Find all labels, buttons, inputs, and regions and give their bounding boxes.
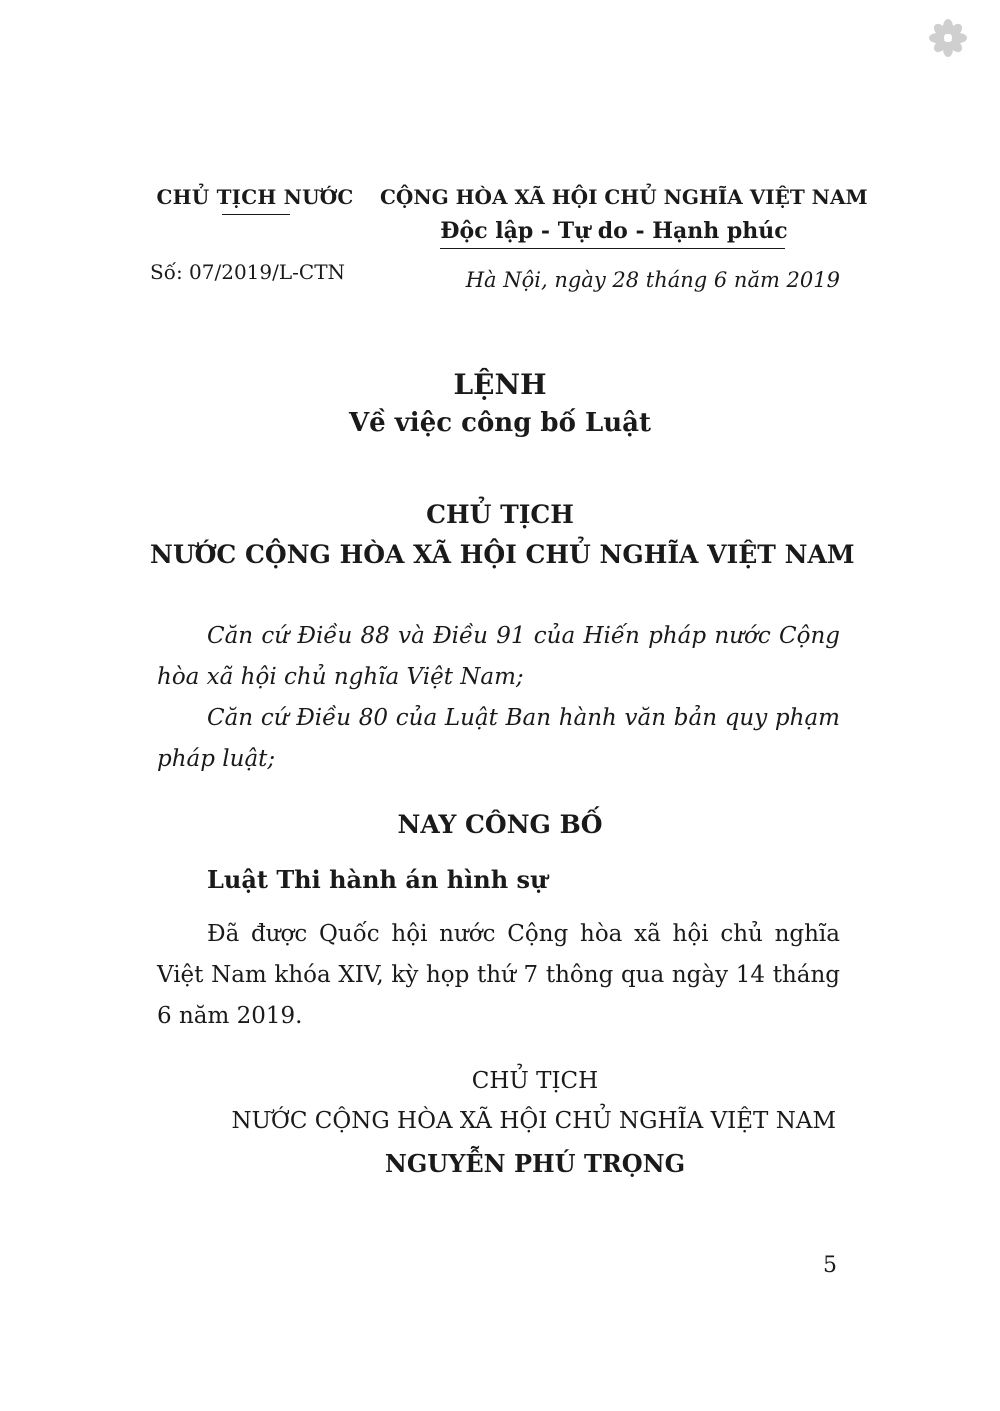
issuer-underline [222,214,290,215]
proclamation-heading: NAY CÔNG BỐ [397,810,603,839]
page-number: 5 [823,1253,837,1278]
legal-basis-paragraph: Căn cứ Điều 80 của Luật Ban hành văn bản quy phạm pháp luật; [157,705,840,772]
national-motto: Độc lập - Tự do - Hạnh phúc [440,218,788,244]
document-title: LỆNH [453,368,547,401]
authority-organization: NƯỚC CỘNG HÒA XÃ HỘI CHỦ NGHĨA VIỆT NAM [150,540,855,569]
document-subtitle: Về việc công bố Luật [348,408,652,438]
signatory-title: CHỦ TỊCH [471,1068,599,1094]
flower-icon [928,18,968,58]
motto-underline [440,248,785,249]
place-and-date: Hà Nội, ngày 28 tháng 6 năm 2019 [465,268,840,292]
signatory-name: NGUYỄN PHÚ TRỌNG [384,1149,686,1178]
law-name: Luật Thi hành án hình sự [207,865,548,894]
issuer-label: CHỦ TỊCH NƯỚC [156,185,354,209]
legal-basis-paragraph: Căn cứ Điều 88 và Điều 91 của Hiến pháp nước Cộng hòa xã hội chủ nghĩa Việt Nam; [157,623,840,690]
approval-paragraph: Đã được Quốc hội nước Cộng hòa xã hội chủ nghĩa Việt Nam khóa XIV, kỳ họp thứ 7 thông qua ngày 14 tháng 6 năm 2019. [157,921,840,1029]
authority-title: CHỦ TỊCH [426,500,574,529]
signatory-organization: NƯỚC CỘNG HÒA XÃ HỘI CHỦ NGHĨA VIỆT NAM [231,1108,836,1134]
nation-name: CỘNG HÒA XÃ HỘI CHỦ NGHĨA VIỆT NAM [380,185,868,209]
document-number: Số: 07/2019/L-CTN [150,260,346,284]
